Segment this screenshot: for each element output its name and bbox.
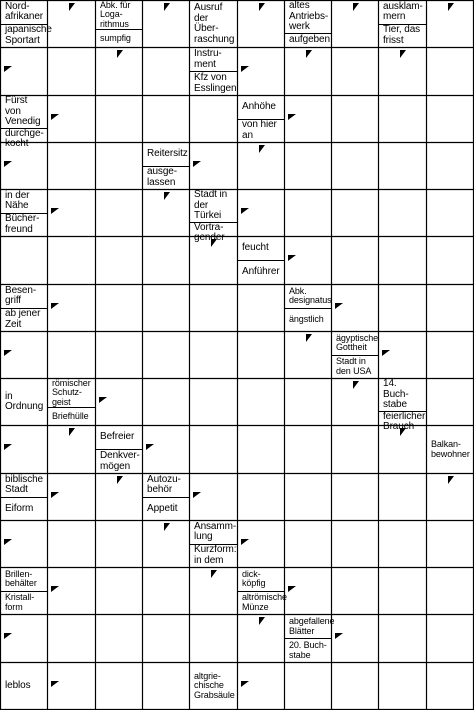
- clue-text: in Ordnung: [5, 390, 44, 412]
- clue-part: [1, 663, 47, 709]
- clue-part: [190, 71, 237, 95]
- arrow-right-icon: [241, 681, 249, 687]
- clue-text: 14. Buch-stabe: [383, 378, 409, 410]
- answer-cell[interactable]: [143, 237, 189, 284]
- arrow-right-icon: [4, 444, 12, 450]
- clue-part: [1, 128, 47, 150]
- clue-text: sumpfig: [100, 32, 131, 43]
- arrow-down-icon: [448, 476, 454, 484]
- answer-cell[interactable]: [190, 285, 237, 331]
- arrow-right-icon: [288, 586, 296, 592]
- clue-cell: [332, 332, 378, 378]
- answer-cell[interactable]: [285, 190, 331, 236]
- answer-cell[interactable]: [285, 663, 331, 709]
- clue-text: Balkan-bewohner: [431, 439, 470, 459]
- answer-cell[interactable]: [96, 190, 142, 236]
- answer-cell[interactable]: [190, 332, 237, 378]
- clue-text: Besen-griff: [5, 284, 37, 307]
- arrow-right-icon: [241, 539, 249, 545]
- answer-cell[interactable]: [238, 426, 284, 473]
- arrow-down-icon: [164, 3, 170, 11]
- answer-cell[interactable]: [427, 143, 473, 189]
- arrow-down-icon: [69, 3, 75, 11]
- answer-cell[interactable]: [190, 379, 237, 425]
- clue-text: Stadt in den USA: [336, 356, 372, 376]
- answer-cell[interactable]: [48, 521, 95, 567]
- answer-cell[interactable]: [379, 568, 426, 614]
- clue-text: Abk. für Loga-rithmus: [100, 0, 131, 29]
- arrow-right-icon: [288, 114, 296, 120]
- clue-cell: [238, 237, 284, 284]
- clue-part: [190, 1, 237, 47]
- clue-part: [427, 426, 473, 473]
- answer-cell[interactable]: [379, 615, 426, 662]
- arrow-right-icon: [335, 633, 343, 639]
- answer-cell[interactable]: [238, 332, 284, 378]
- answer-cell[interactable]: [332, 237, 378, 284]
- clue-text: Autozu-behör: [147, 473, 181, 496]
- clue-cell: [285, 615, 335, 662]
- clue-cell: [1, 0, 52, 47]
- answer-cell[interactable]: [332, 568, 378, 614]
- clue-text: Appetit: [147, 502, 178, 514]
- arrow-right-icon: [51, 303, 59, 309]
- clue-cell: [379, 1, 426, 47]
- clue-cell: [190, 521, 237, 567]
- answer-cell[interactable]: [143, 568, 189, 614]
- answer-cell[interactable]: [48, 615, 95, 662]
- clue-text: abgefallene Blätter: [289, 616, 335, 636]
- answer-cell[interactable]: [143, 285, 189, 331]
- clue-text: feucht: [242, 242, 269, 254]
- clue-cell: [1, 568, 47, 614]
- clue-text: Anführer: [242, 266, 280, 278]
- clue-cell: [285, 285, 331, 331]
- answer-cell[interactable]: [143, 663, 189, 709]
- clue-part: [285, 615, 335, 638]
- arrow-right-icon: [146, 444, 154, 450]
- arrow-right-icon: [51, 681, 59, 687]
- clue-cell: [190, 663, 237, 709]
- answer-cell[interactable]: [143, 332, 189, 378]
- clue-part: [238, 237, 284, 260]
- answer-cell[interactable]: [285, 521, 331, 567]
- clue-cell: [48, 379, 95, 425]
- clue-part: [143, 166, 189, 190]
- answer-cell[interactable]: [379, 285, 426, 331]
- clue-text: Vortra-gender: [194, 221, 225, 243]
- arrow-right-icon: [4, 161, 12, 167]
- clue-part: [96, 426, 142, 449]
- arrow-down-icon: [306, 50, 312, 58]
- clue-cell: [1, 95, 47, 149]
- arrow-down-icon: [448, 3, 454, 11]
- clue-text: Denkver-mögen: [100, 450, 140, 472]
- clue-cell: [1, 190, 47, 236]
- clue-text: Kristall-form: [5, 592, 35, 612]
- arrow-down-icon: [353, 3, 359, 11]
- answer-cell[interactable]: [379, 190, 426, 236]
- clue-text: Kurzform: in dem: [194, 544, 237, 566]
- clue-cell: [1, 379, 47, 425]
- clue-cell: [427, 426, 473, 473]
- clue-part: [238, 260, 284, 284]
- answer-cell[interactable]: [332, 143, 378, 189]
- arrow-down-icon: [164, 192, 170, 200]
- arrow-right-icon: [335, 303, 343, 309]
- clue-part: [143, 497, 189, 521]
- clue-part: [1, 285, 47, 308]
- clue-part: [190, 521, 237, 544]
- answer-cell[interactable]: [96, 521, 142, 567]
- answer-cell[interactable]: [285, 426, 331, 473]
- clue-part: [190, 544, 237, 568]
- clue-part: [238, 96, 284, 119]
- answer-cell[interactable]: [332, 663, 378, 709]
- arrow-right-icon: [51, 114, 59, 120]
- clue-text: Befreier: [100, 431, 135, 443]
- answer-cell[interactable]: [96, 285, 142, 331]
- answer-cell[interactable]: [427, 521, 473, 567]
- clue-text: aufgeben: [289, 34, 330, 45]
- clue-part: [1, 1, 47, 24]
- arrow-right-icon: [99, 397, 107, 403]
- answer-cell[interactable]: [427, 237, 473, 284]
- answer-cell[interactable]: [379, 521, 426, 567]
- answer-cell[interactable]: [332, 48, 378, 95]
- clue-part: [332, 332, 378, 355]
- clue-text: Tier, das frisst: [383, 24, 421, 46]
- clue-cell: [285, 1, 331, 47]
- clue-text: Bücher-freund: [5, 213, 40, 235]
- arrow-right-icon: [382, 350, 390, 356]
- clue-cell: [1, 474, 47, 520]
- clue-cell: [190, 48, 237, 95]
- clue-part: [285, 1, 331, 33]
- arrow-down-icon: [211, 239, 217, 247]
- clue-part: [1, 474, 47, 497]
- answer-cell[interactable]: [427, 190, 473, 236]
- clue-part: [379, 24, 426, 48]
- arrow-right-icon: [241, 66, 249, 72]
- clue-cell: [379, 378, 426, 432]
- clue-part: [238, 591, 287, 615]
- clue-cell: [190, 189, 237, 243]
- answer-cell[interactable]: [190, 96, 237, 142]
- clue-part: [190, 663, 237, 709]
- answer-cell[interactable]: [332, 190, 378, 236]
- clue-part: [1, 96, 47, 128]
- clue-part: [143, 474, 189, 497]
- clue-text: Briefhülle: [52, 410, 89, 421]
- arrow-down-icon: [259, 145, 265, 153]
- clue-part: [379, 379, 426, 411]
- answer-cell[interactable]: [379, 143, 426, 189]
- arrow-right-icon: [51, 586, 59, 592]
- answer-cell[interactable]: [1, 237, 47, 284]
- answer-cell[interactable]: [427, 96, 473, 142]
- answer-cell[interactable]: [96, 663, 142, 709]
- clue-text: Stadt in der Türkei: [194, 189, 228, 221]
- arrow-right-icon: [288, 255, 296, 261]
- arrow-down-icon: [259, 617, 265, 625]
- answer-cell[interactable]: [48, 48, 95, 95]
- answer-cell[interactable]: [332, 474, 378, 520]
- clue-part: [190, 48, 237, 71]
- answer-cell[interactable]: [238, 474, 284, 520]
- answer-cell[interactable]: [143, 615, 189, 662]
- answer-cell[interactable]: [379, 96, 426, 142]
- answer-cell[interactable]: [190, 426, 237, 473]
- arrow-down-icon: [400, 50, 406, 58]
- clue-text: ausklam-mern: [383, 0, 423, 23]
- answer-cell[interactable]: [238, 379, 284, 425]
- clue-part: [285, 308, 331, 332]
- arrow-right-icon: [51, 208, 59, 214]
- arrow-down-icon: [259, 3, 265, 11]
- answer-cell[interactable]: [379, 474, 426, 520]
- clue-text: ägyptische Gottheit: [336, 332, 379, 353]
- clue-cell: [1, 285, 47, 331]
- arrow-down-icon: [353, 381, 359, 389]
- arrow-down-icon: [164, 523, 170, 531]
- clue-cell: [96, 1, 142, 47]
- clue-part: [379, 1, 426, 24]
- answer-cell[interactable]: [332, 96, 378, 142]
- clue-text: ausge-lassen: [147, 166, 177, 188]
- clue-text: Nord-afrikaner: [5, 0, 44, 23]
- answer-cell[interactable]: [238, 285, 284, 331]
- answer-cell[interactable]: [427, 663, 473, 709]
- clue-part: [1, 24, 52, 48]
- answer-cell[interactable]: [427, 568, 473, 614]
- answer-cell[interactable]: [48, 143, 95, 189]
- answer-cell[interactable]: [427, 379, 473, 425]
- clue-part: [238, 568, 284, 591]
- clue-part: [1, 213, 47, 237]
- arrow-right-icon: [193, 161, 201, 167]
- clue-text: römischer Schutz-geist: [52, 378, 91, 407]
- clue-cell: [1, 663, 47, 709]
- arrow-right-icon: [4, 539, 12, 545]
- arrow-right-icon: [241, 208, 249, 214]
- arrow-down-icon: [117, 476, 123, 484]
- clue-part: [1, 379, 47, 425]
- clue-cell: [143, 474, 189, 520]
- clue-text: in der Nähe: [5, 189, 30, 212]
- arrow-down-icon: [306, 334, 312, 342]
- clue-text: altgrie-chische Grabsäule: [194, 670, 235, 700]
- clue-text: Ausruf der Über-raschung: [194, 2, 235, 45]
- arrow-down-icon: [69, 428, 75, 436]
- clue-part: [1, 568, 47, 591]
- arrow-right-icon: [51, 492, 59, 498]
- answer-cell[interactable]: [96, 332, 142, 378]
- arrow-down-icon: [117, 50, 123, 58]
- answer-cell[interactable]: [427, 615, 473, 662]
- clue-text: von hier an: [242, 119, 277, 141]
- answer-cell[interactable]: [96, 143, 142, 189]
- clue-text: dick-köpfig: [242, 568, 266, 589]
- clue-part: [48, 379, 95, 407]
- clue-text: Fürst von Venedig: [5, 95, 41, 127]
- clue-cell: [190, 1, 237, 47]
- answer-cell[interactable]: [285, 379, 331, 425]
- answer-cell[interactable]: [379, 663, 426, 709]
- answer-cell[interactable]: [190, 615, 237, 662]
- clue-text: Ansamm-lung: [194, 520, 237, 543]
- answer-cell[interactable]: [143, 96, 189, 142]
- clue-text: Anhöhe: [242, 101, 276, 112]
- answer-cell[interactable]: [427, 332, 473, 378]
- clue-part: [238, 119, 284, 143]
- clue-part: [285, 638, 331, 662]
- clue-text: leblos: [5, 679, 31, 691]
- clue-text: japanische Sportart: [5, 24, 52, 46]
- answer-cell[interactable]: [48, 332, 95, 378]
- answer-cell[interactable]: [96, 615, 142, 662]
- answer-cell[interactable]: [143, 379, 189, 425]
- clue-text: Brillen-behälter: [5, 568, 37, 589]
- arrow-down-icon: [400, 428, 406, 436]
- clue-part: [332, 355, 378, 379]
- clue-part: [96, 29, 142, 47]
- clue-text: durchge-kocht: [5, 127, 44, 149]
- answer-cell[interactable]: [96, 568, 142, 614]
- clue-part: [96, 1, 142, 29]
- clue-text: ab jener Zeit: [5, 308, 41, 330]
- clue-part: [143, 143, 189, 166]
- clue-part: [48, 407, 95, 425]
- clue-part: [285, 285, 331, 308]
- clue-text: biblische Stadt: [5, 473, 44, 496]
- arrow-right-icon: [4, 633, 12, 639]
- clue-text: ängstlich: [289, 314, 324, 325]
- answer-cell[interactable]: [332, 426, 378, 473]
- answer-cell[interactable]: [48, 237, 95, 284]
- clue-text: Eiform: [5, 502, 34, 514]
- answer-cell[interactable]: [379, 237, 426, 284]
- answer-cell[interactable]: [332, 521, 378, 567]
- answer-cell[interactable]: [285, 143, 331, 189]
- answer-cell[interactable]: [96, 96, 142, 142]
- clue-part: [96, 449, 142, 473]
- answer-cell[interactable]: [285, 474, 331, 520]
- arrow-right-icon: [4, 350, 12, 356]
- answer-cell[interactable]: [96, 237, 142, 284]
- clue-text: altes Antriebs-werk: [289, 0, 329, 32]
- clue-text: altrömische Münze: [242, 592, 287, 612]
- clue-part: [1, 497, 47, 521]
- clue-part: [285, 33, 331, 48]
- clue-part: [190, 190, 237, 222]
- clue-text: Abk. designatus: [289, 285, 332, 306]
- clue-part: [1, 190, 47, 213]
- clue-text: Instru-ment: [194, 48, 222, 70]
- clue-cell: [238, 568, 287, 614]
- clue-text: Reitersitz: [147, 148, 188, 159]
- clue-text: feierlicher Brauch: [383, 410, 426, 432]
- answer-cell[interactable]: [427, 48, 473, 95]
- arrow-right-icon: [193, 492, 201, 498]
- clue-part: [1, 591, 47, 615]
- arrow-down-icon: [211, 570, 217, 578]
- clue-text: 20. Buch-stabe: [289, 640, 327, 660]
- arrow-right-icon: [4, 66, 12, 72]
- clue-cell: [238, 96, 284, 142]
- clue-text: Kfz von Esslingen: [194, 72, 237, 94]
- clue-cell: [96, 426, 142, 473]
- answer-cell[interactable]: [143, 48, 189, 95]
- answer-cell[interactable]: [427, 285, 473, 331]
- clue-part: [1, 308, 47, 332]
- clue-cell: [143, 143, 189, 189]
